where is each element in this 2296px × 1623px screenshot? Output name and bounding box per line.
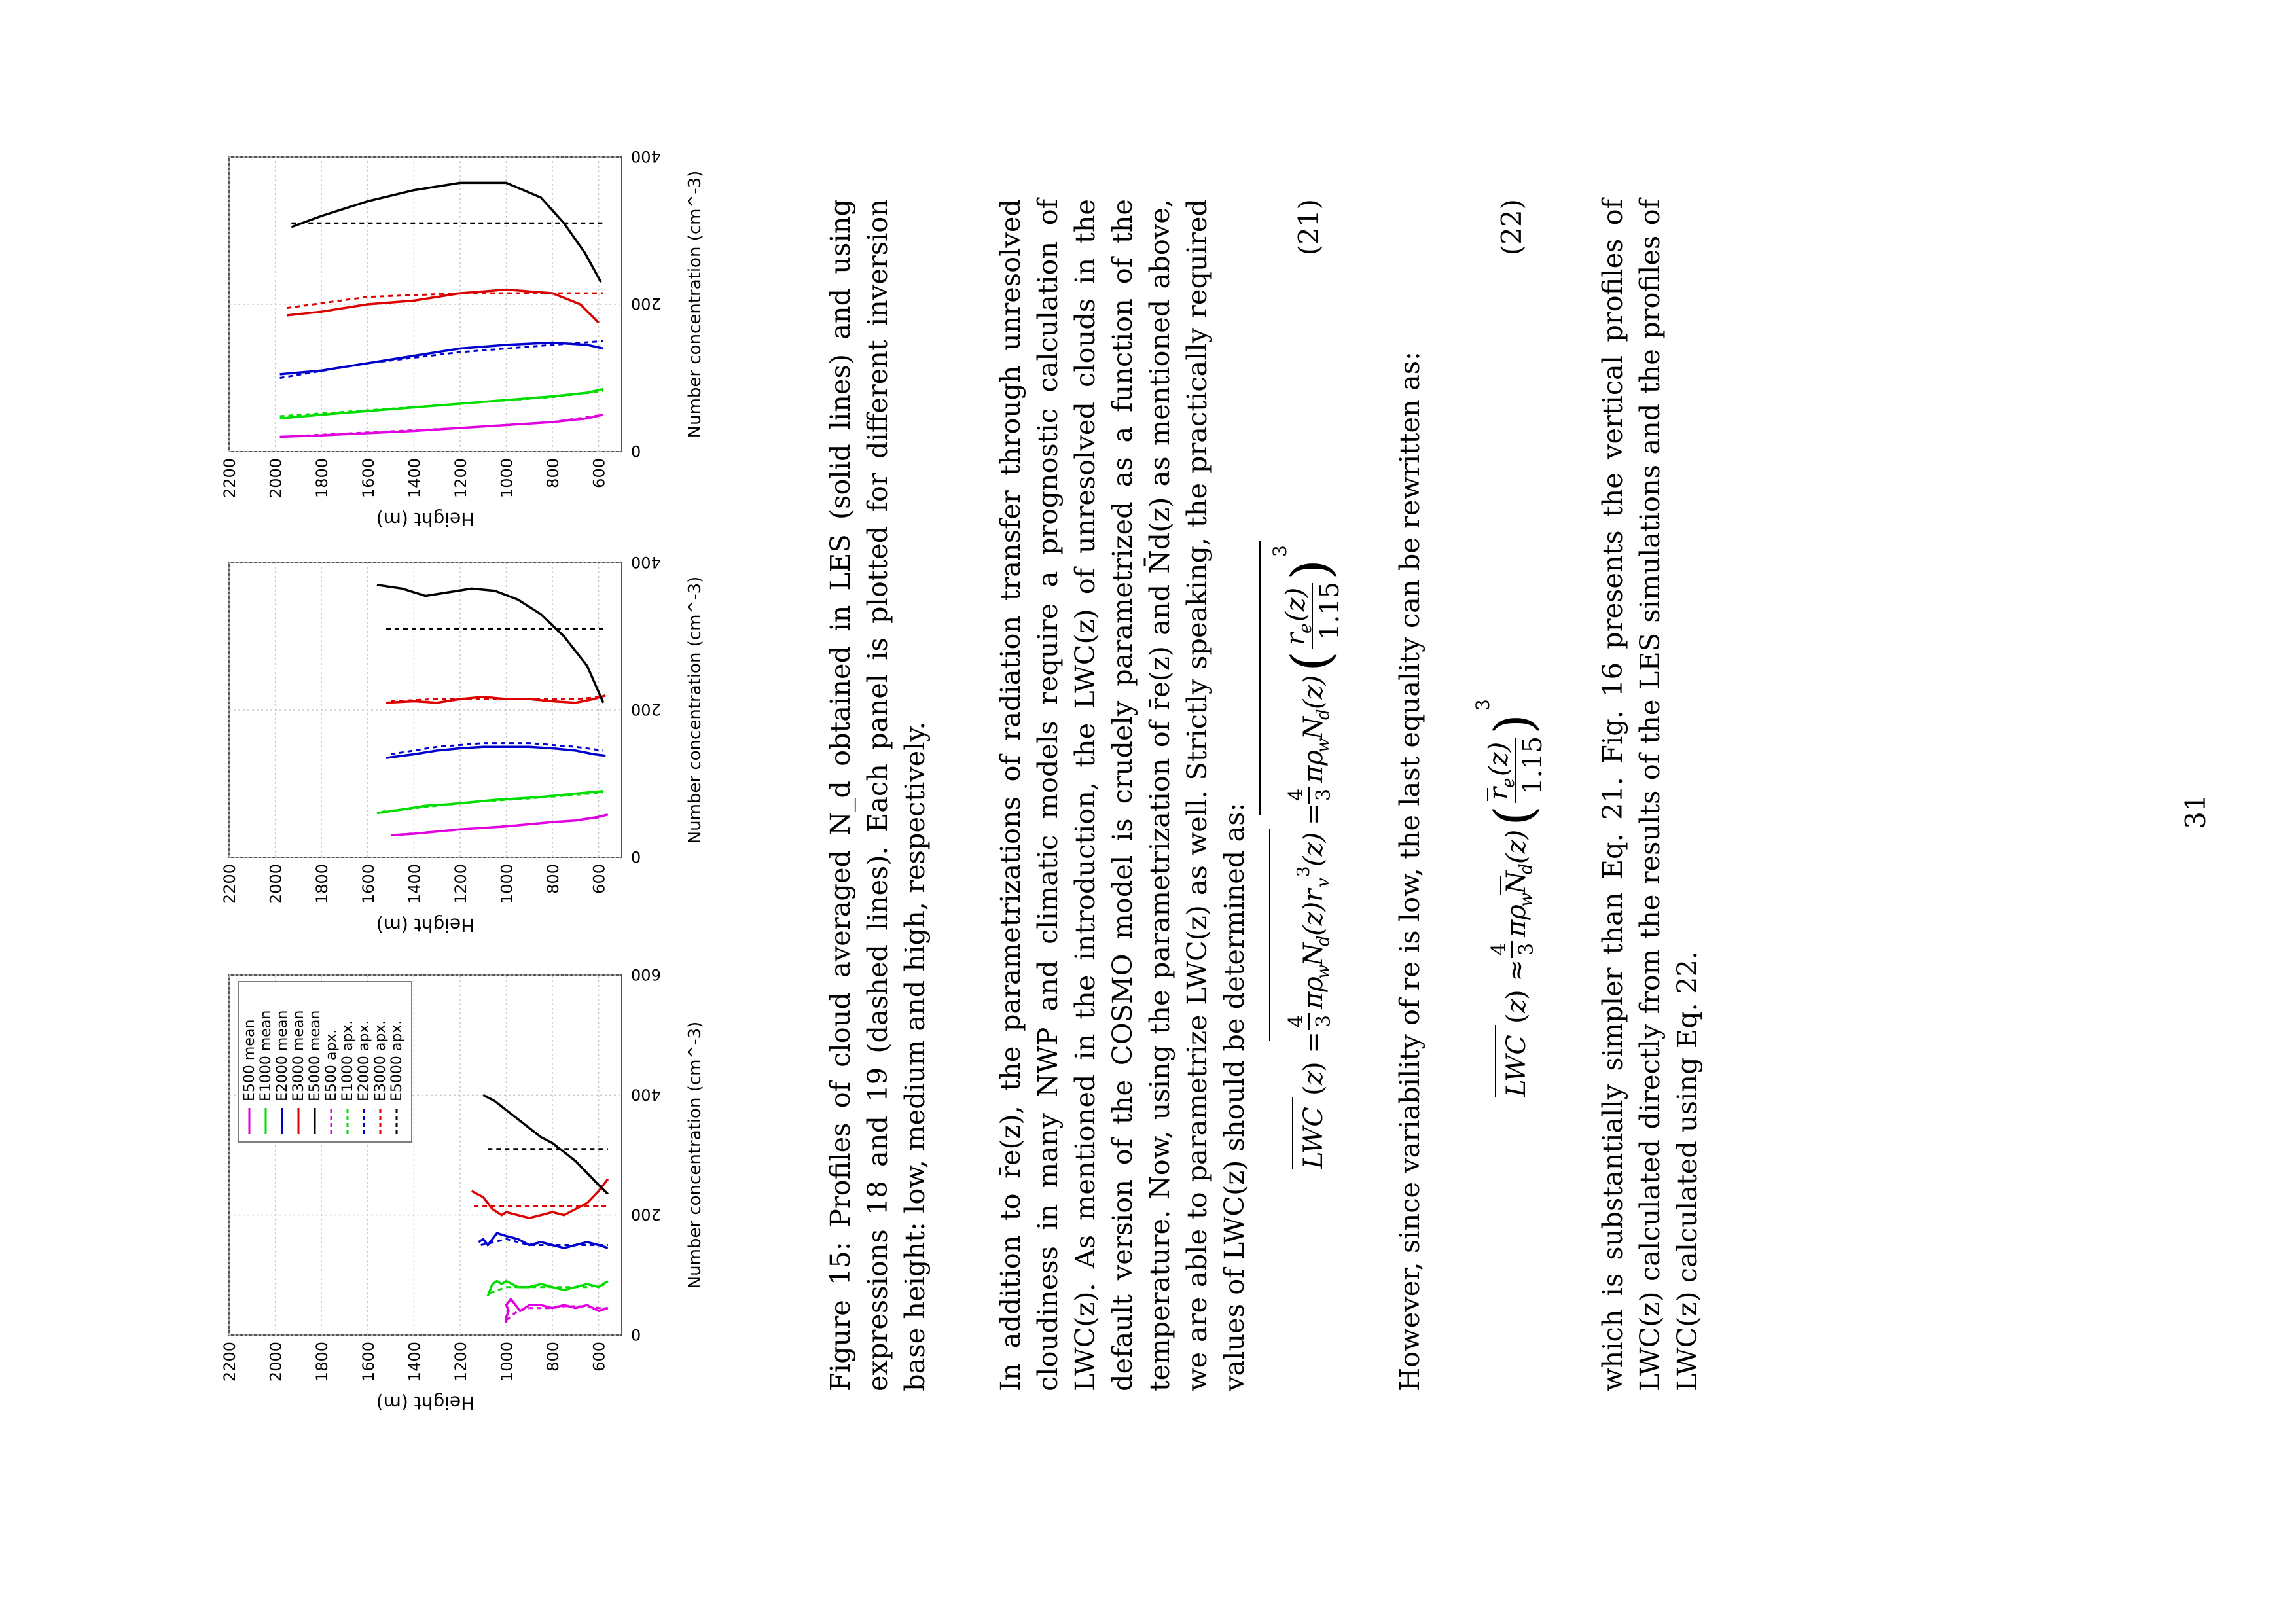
equation-22 [1450,199,1568,1391]
y-tick-label: 2000 [266,1342,285,1382]
chart-panel-high [216,131,726,537]
page-number: 31 [2179,794,2212,829]
svg-text:v: v [1314,878,1333,887]
y-tick-label: 1600 [359,1342,378,1382]
chart-svg-0 [216,949,726,1420]
y-axis-label: Height (m) [376,508,475,530]
x-tick-label: 400 [631,1085,661,1104]
equation-22-number: (22) [1496,199,1528,256]
svg-text:e: e [1296,623,1316,633]
x-axis-label: Number concentration (cm^-3) [685,576,705,844]
x-tick-label: 200 [631,294,661,313]
svg-text:3: 3 [1312,1014,1335,1027]
y-tick-label: 2000 [266,864,285,904]
svg-text:N: N [1299,943,1329,966]
legend-label: E5000 mean [307,1010,323,1101]
svg-text:) =: ) = [1299,1031,1329,1072]
svg-text:z: z [1501,999,1532,1013]
svg-text:(z): (z) [1299,675,1329,709]
y-tick-label: 800 [544,864,563,894]
x-tick-label: 0 [631,442,641,460]
chart-panel-medium [216,537,726,942]
svg-text:) ≈: ) ≈ [1501,959,1532,1000]
svg-text:w: w [1516,892,1536,907]
caption-text: Profiles of cloud averaged N_d obtained in LES (solid lines) and using expressions 18 and 19 (dashed lines). Each panel is plotted for different inversion base height: low, medium and high, respectively. [824,199,931,1391]
y-tick-label: 1600 [359,864,378,904]
svg-text:(: ( [1299,1085,1329,1096]
x-axis-label: Number concentration (cm^-3) [685,170,705,438]
svg-text:z: z [1299,1071,1329,1085]
caption-label: Figure 15: [824,1241,856,1391]
svg-text:1.15: 1.15 [1518,736,1548,794]
y-tick-label: 800 [544,458,563,488]
x-tick-label: 0 [631,847,641,866]
svg-text:d: d [1314,709,1333,720]
svg-text:4: 4 [1285,1014,1308,1027]
svg-text:4: 4 [1488,942,1511,955]
legend-label: E2000 apx. [356,1020,372,1101]
legend-label: E1000 mean [258,1010,274,1101]
svg-text:(z): (z) [1484,741,1514,776]
y-tick-label: 1400 [405,1342,424,1382]
y-tick-label: 2200 [221,1342,239,1382]
legend-label: E3000 mean [291,1010,307,1101]
figure-15 [216,0,740,1623]
legend-label: E3000 apx. [372,1020,389,1101]
svg-text:3: 3 [1472,699,1494,711]
y-tick-label: 1200 [451,458,470,499]
legend [238,982,412,1142]
x-tick-label: 400 [631,147,661,166]
figure-caption [821,199,933,1391]
svg-text:πρ: πρ [1299,976,1329,1009]
y-tick-label: 1800 [313,458,332,499]
svg-text:w: w [1314,738,1333,753]
y-tick-label: 600 [590,458,609,488]
y-tick-label: 1200 [451,864,470,904]
y-axis-label: Height (m) [376,914,475,936]
y-tick-label: 600 [590,1342,609,1372]
legend-label: E5000 apx. [389,1020,405,1101]
y-tick-label: 1800 [313,1342,332,1382]
paragraph-3-text: which is substantially simpler than Eq. 21. Fig. 16 presents the vertical profiles of LWC(z) calculated directly from the results of the LES simulations and the profiles of LWC(z) calculated using Eq. 22. [1596,199,1703,1391]
x-axis-label: Number concentration (cm^-3) [685,1021,705,1289]
svg-text:4: 4 [1285,788,1308,801]
svg-text:d: d [1314,935,1333,946]
svg-text:(z): (z) [1501,829,1532,864]
y-tick-label: 2000 [266,458,285,499]
y-tick-label: 1000 [497,864,516,904]
y-tick-label: 1000 [497,1342,516,1382]
svg-text:d: d [1516,863,1536,874]
legend-label: E1000 apx. [340,1020,356,1101]
svg-text:e: e [1499,777,1518,788]
svg-text:1.15: 1.15 [1315,581,1345,640]
plot-frame [229,563,622,857]
svg-text:πρ: πρ [1501,904,1532,937]
svg-text:(z): (z) [1299,832,1329,866]
chart-svg-1 [216,537,726,942]
svg-text:(z): (z) [1281,587,1311,622]
svg-text:w: w [1314,964,1333,979]
svg-text:(z)r: (z)r [1299,889,1329,936]
chart-panel-low [216,949,726,1420]
svg-text:3: 3 [1269,545,1291,557]
y-tick-label: 800 [544,1342,563,1372]
svg-text:N: N [1299,717,1329,740]
svg-text:=: = [1299,803,1329,825]
equation-21 [1247,199,1365,1391]
svg-text:3: 3 [1312,788,1335,801]
legend-label: E2000 mean [274,1010,291,1101]
svg-text:πρ: πρ [1299,750,1329,783]
x-tick-label: 600 [631,965,661,984]
legend-label: E500 apx. [323,1029,340,1101]
y-tick-label: 2200 [221,458,239,499]
y-tick-label: 1400 [405,458,424,499]
paragraph-1-text: In addition to r̄e(z), the parametrizations of radiation transfer through unresolved cloudiness in many NWP and climatic models require a prognostic calculation of LWC(z). As mentioned in the introduction, the LWC(z) of unresolved clouds in the default version of the COSMO model is crudely parametrized as a function of the temperature. Now, using the parametrization of r̄e(z) and N̄d(z) as mentioned above, we are able to parametrize LWC(z) as well. Strictly speaking, the practically required values of LWC(z) should be determined as: [994,199,1250,1391]
y-tick-label: 1600 [359,458,378,499]
chart-svg-2 [216,131,726,537]
svg-text:(: ( [1501,1013,1532,1024]
x-tick-label: 200 [631,1205,661,1224]
y-tick-label: 2200 [221,864,239,904]
svg-text:LWC: LWC [1299,1107,1329,1169]
equation-21-number: (21) [1293,199,1325,256]
y-tick-label: 1800 [313,864,332,904]
svg-text:3: 3 [1515,942,1538,955]
svg-text:(: ( [1483,805,1544,826]
y-tick-label: 1400 [405,864,424,904]
svg-text:r: r [1484,787,1514,800]
y-axis-label: Height (m) [376,1392,475,1414]
svg-text:): ) [1483,713,1544,734]
paragraph-3 [1594,199,1706,1391]
svg-text:(: ( [1280,651,1341,671]
svg-text:3: 3 [1294,866,1314,877]
y-tick-label: 1000 [497,458,516,499]
x-tick-label: 0 [631,1325,641,1344]
svg-text:): ) [1280,559,1341,580]
paragraph-1 [992,199,1253,1391]
y-tick-label: 1200 [451,1342,470,1382]
svg-text:LWC: LWC [1501,1035,1532,1097]
x-tick-label: 400 [631,553,661,571]
svg-text:r: r [1281,632,1311,645]
paragraph-2-text: However, since variability of re is low, the last equality can be rewritten as: [1393,351,1426,1391]
y-tick-label: 600 [590,864,609,894]
x-tick-label: 200 [631,700,661,719]
svg-text:N: N [1501,871,1532,894]
equation-21-formula [1247,187,1365,1169]
paragraph-2 [1391,199,1428,1391]
legend-label: E500 mean [242,1019,258,1101]
equation-22-formula [1450,312,1568,1097]
